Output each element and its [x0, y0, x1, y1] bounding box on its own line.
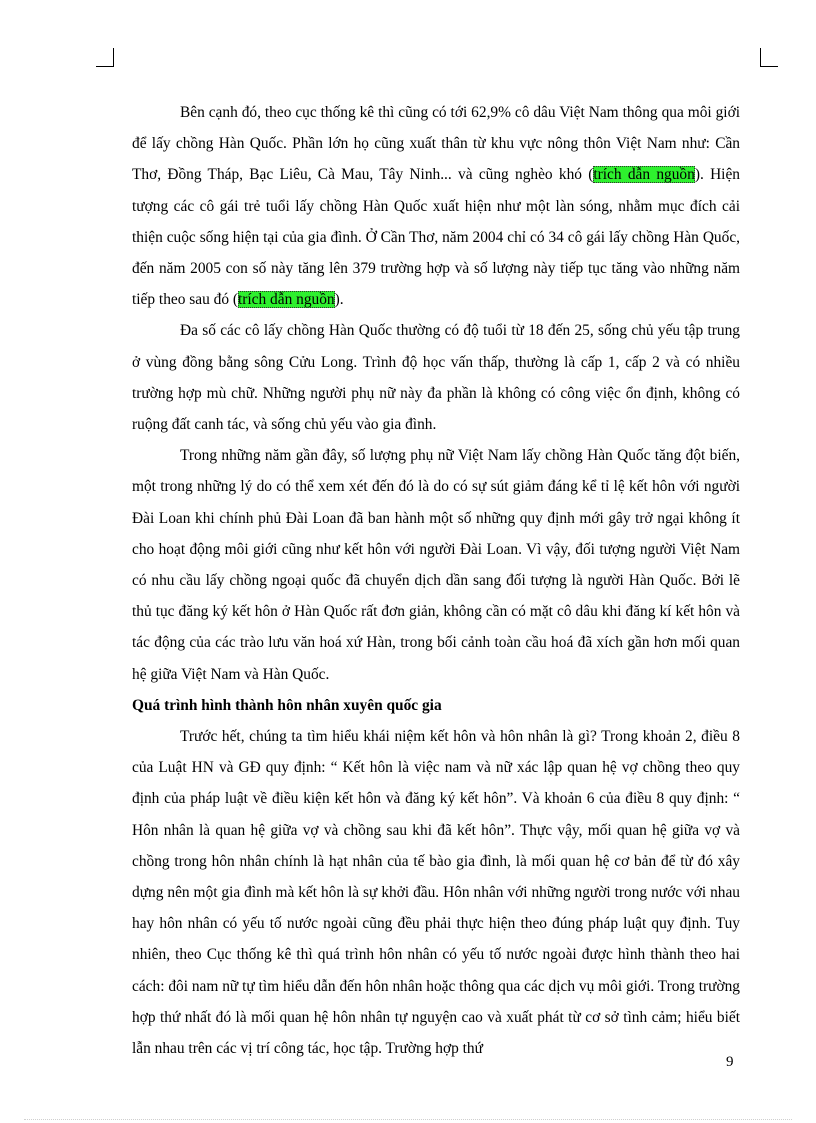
paragraph-3: Trong những năm gần đây, số lượng phụ nữ Việt Nam lấy chồng Hàn Quốc tăng đột biến, một trong những lý do có thể xem xét đến đó là do có sự sút giảm đáng kể tỉ lệ kết hôn với người Đài Loan khi chính phủ Đài Loan đã ban hành một số những quy định mới gây trở ngại không ít cho hoạt động môi giới cũng như kết hôn với người Đài Loan. Vì vậy, đối tượng người Việt Nam có nhu cầu lấy chồng ngoại quốc đã chuyển dịch dần sang đối tượng là người Hàn Quốc. Bởi lẽ thủ tục đăng ký kết hôn ở Hàn Quốc rất đơn giản, không cần có mặt cô dâu khi đăng kí kết hôn và tác động của các trào lưu văn hoá xứ Hàn, trong bối cảnh toàn cầu hoá đã xích gần hơn mối quan hệ giữa Việt Nam và Hàn Quốc.: [132, 447, 740, 683]
crop-mark-top-left-h: [96, 66, 114, 67]
body-text: [132, 97, 740, 1064]
citation-placeholder-highlight: trích dẫn nguồn: [593, 166, 695, 184]
paragraph-1-text-b: ). Hiện tượng các cô gái trẻ tuổi lấy chồng Hàn Quốc xuất hiện như một làn sóng, nhằm mục đích cải thiện cuộc sống hiện tại của gia đình. Ở Cần Thơ, năm 2004 chỉ có 34 cô gái lấy chồng Hàn Quốc, đến năm 2005 con số này tăng lên 379 trường hợp và số lượng này tiếp tục tăng vào những năm tiếp theo sau đó (: [132, 166, 740, 309]
paragraph-1: [132, 97, 740, 315]
section-heading: Quá trình hình thành hôn nhân xuyên quốc gia: [132, 696, 442, 714]
page-bottom-divider: [24, 1119, 792, 1120]
crop-mark-top-left-v: [113, 48, 114, 66]
page-number: 9: [726, 1054, 734, 1070]
paragraph-2: Đa số các cô lấy chồng Hàn Quốc thường có độ tuổi từ 18 đến 25, sống chủ yếu tập trung ở vùng đồng bằng sông Cửu Long. Trình độ học vấn thấp, thường là cấp 1, cấp 2 và có nhiều trường hợp mù chữ. Những người phụ nữ này đa phần là không có công việc ổn định, không có ruộng đất canh tác, và sống chủ yếu vào gia đình.: [132, 322, 740, 434]
paragraph-1-text-a: Bên cạnh đó, theo cục thống kê thì cũng có tới 62,9% cô dâu Việt Nam thông qua môi giới để lấy chồng Hàn Quốc. Phần lớn họ cũng xuất thân từ khu vực nông thôn Việt Nam như: Cần Thơ, Đồng Tháp, Bạc Liêu, Cà Mau, Tây Ninh... và cũng nghèo khó (: [132, 104, 740, 184]
paragraph-4: Trước hết, chúng ta tìm hiểu khái niệm kết hôn và hôn nhân là gì? Trong khoản 2, điều 8 của Luật HN và GĐ quy định: “ Kết hôn là việc nam và nữ xác lập quan hệ vợ chồng theo quy định của pháp luật về điều kiện kết hôn và đăng ký kết hôn”. Và khoản 6 của điều 8 quy định: “ Hôn nhân là quan hệ giữa vợ và chồng sau khi đã kết hôn”. Thực vậy, mối quan hệ giữa vợ và chồng trong hôn nhân chính là hạt nhân của tế bào gia đình, là mối quan hệ cơ bản để từ đó xây dựng nên một gia đình mà kết hôn là sự khởi đầu. Hôn nhân với những người trong nước với nhau hay hôn nhân có yếu tố nước ngoài cũng đều phải thực hiện theo đúng pháp luật quy định. Tuy nhiên, theo Cục thống kê thì quá trình hôn nhân có yếu tố nước ngoài được hình thành theo hai cách: đôi nam nữ tự tìm hiểu dẫn đến hôn nhân hoặc thông qua các dịch vụ môi giới. Trong trường hợp thứ nhất đó là mối quan hệ hôn nhân tự nguyện cao và xuất phát từ cơ sở tình cảm; hiểu biết lẫn nhau trên các vị trí công tác, học tập. Trường hợp thứ: [132, 728, 740, 1058]
crop-mark-top-right-h: [760, 66, 778, 67]
citation-placeholder-highlight: trích dẫn nguồn: [238, 291, 335, 309]
paragraph-1-text-c: ).: [334, 291, 344, 309]
crop-mark-top-right-v: [760, 48, 761, 66]
